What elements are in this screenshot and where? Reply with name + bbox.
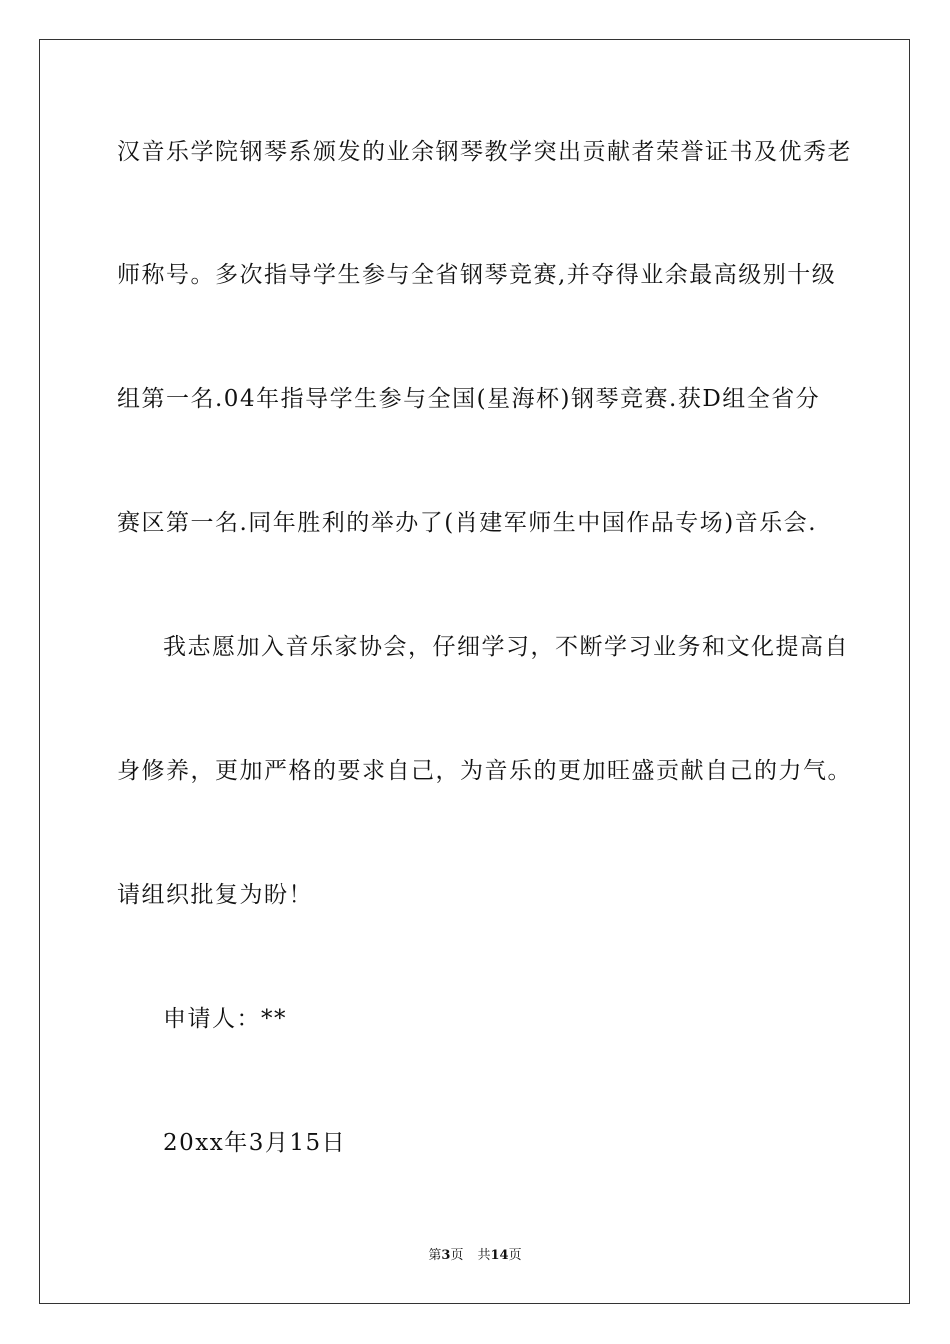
body-line-2: 师称号。多次指导学生参与全省钢琴竞赛,并夺得业余最高级别十级 [117,262,837,288]
date-line: 20xx年3月15日 [163,1130,347,1156]
body-line-1: 汉音乐学院钢琴系颁发的业余钢琴教学突出贡献者荣誉证书及优秀老 [117,139,852,165]
footer-total-suffix: 页 [508,1248,522,1263]
closing-request: 请组织批复为盼！ [117,882,313,908]
footer-page-total: 14 [490,1248,509,1263]
footer-page-current: 3 [441,1248,451,1263]
body-line-5: 我志愿加入音乐家协会，仔细学习，不断学习业务和文化提高自 [163,634,849,660]
applicant-line: 申请人：** [163,1006,287,1032]
footer-total-prefix: 共 [477,1248,491,1263]
body-line-6: 身修养，更加严格的要求自己，为音乐的更加旺盛贡献自己的力气。 [117,758,852,784]
body-line-3: 组第一名.04年指导学生参与全国(星海杯)钢琴竞赛.获D组全省分 [117,386,821,412]
footer-page-prefix: 第 [428,1248,442,1263]
body-line-4: 赛区第一名.同年胜利的举办了(肖建军师生中国作品专场)音乐会. [117,510,818,536]
footer-page-suffix: 页 [450,1248,464,1263]
page-footer [0,1247,950,1265]
page-frame [39,39,910,1304]
